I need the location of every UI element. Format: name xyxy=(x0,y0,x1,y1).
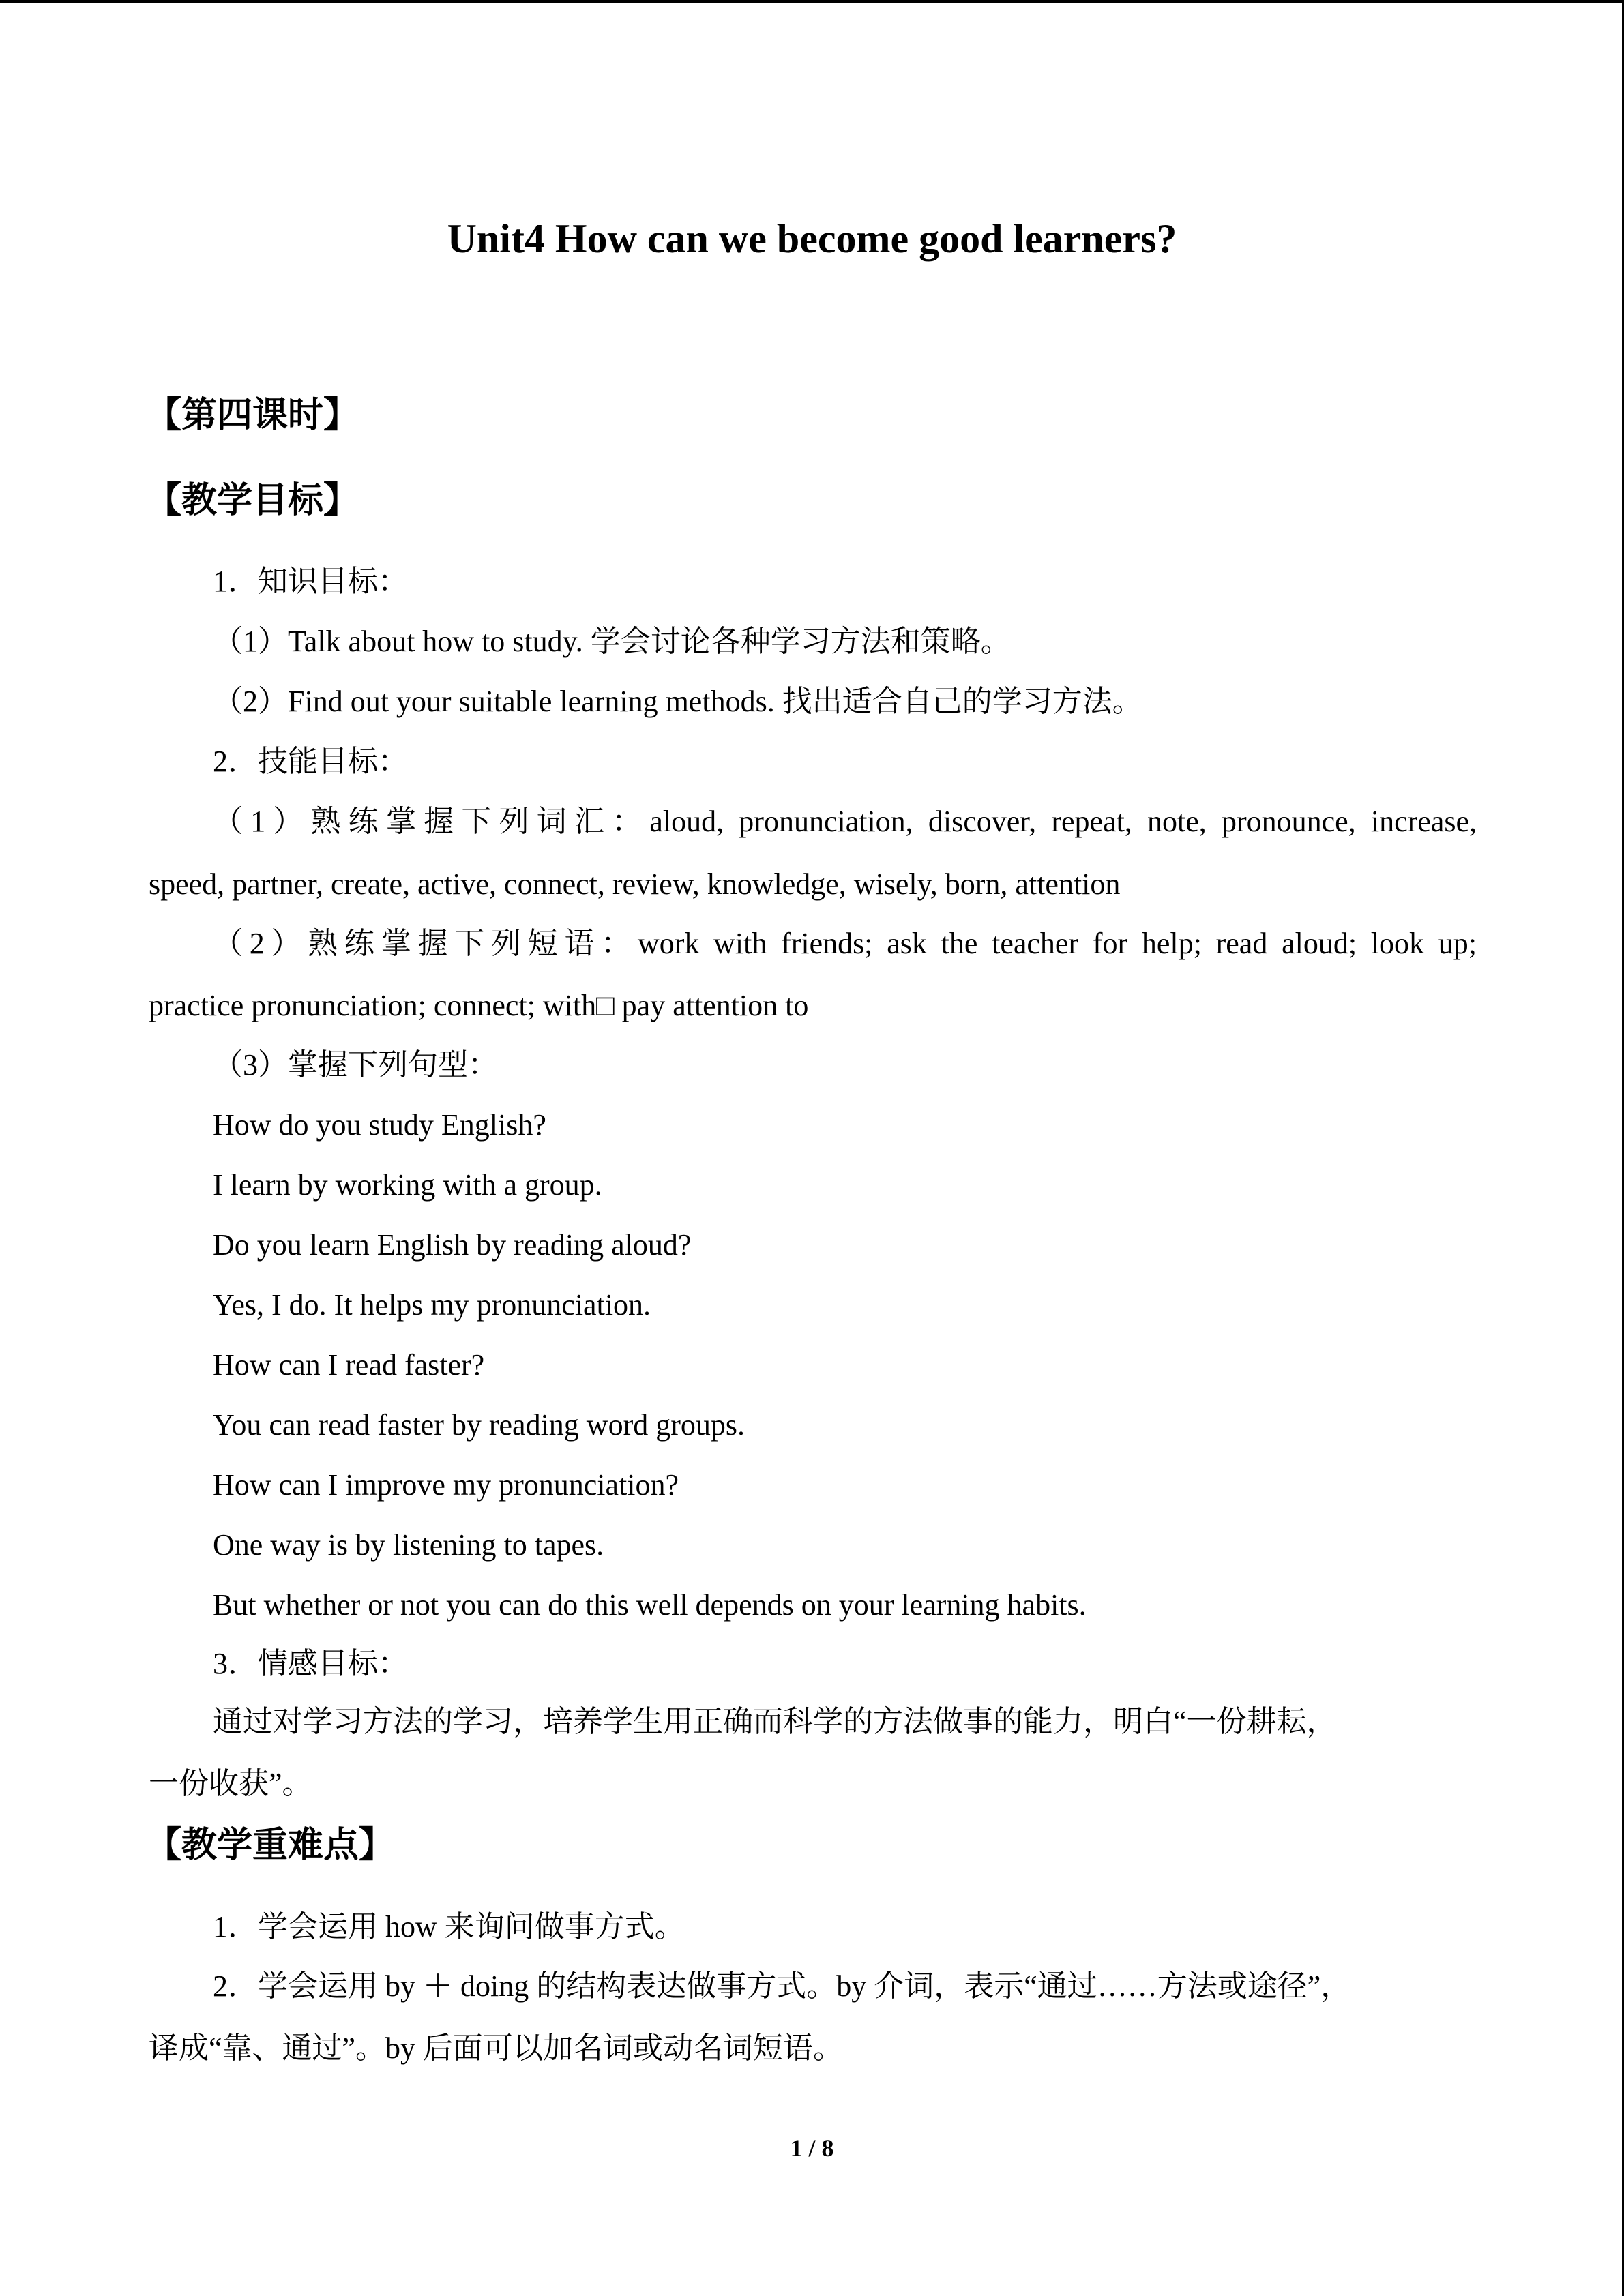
emotion-text-line2: 一份收获”。 xyxy=(149,1767,312,1800)
emotion-text-line1: 通过对学习方法的学习，培养学生用正确而科学的方法做事的能力，明白“一份耕耘， xyxy=(213,1705,1337,1738)
sentence-2: I learn by working with a group. xyxy=(213,1168,602,1202)
emotion-goal-label: 3．情感目标： xyxy=(213,1647,408,1680)
lesson-heading: 【第四课时】 xyxy=(146,396,359,435)
knowledge-item-1: （1）Talk about how to study. 学会讨论各种学习方法和策略。 xyxy=(213,625,1011,658)
key-points-heading: 【教学重难点】 xyxy=(146,1826,395,1865)
skill-item-2-line2: practice pronunciation; connect; with□ pay attention to xyxy=(149,989,809,1022)
skill-item-3: （3）掌握下列句型： xyxy=(213,1048,498,1082)
skill-goal-label: 2．技能目标： xyxy=(213,745,408,778)
sentence-4: Yes, I do. It helps my pronunciation. xyxy=(213,1288,651,1322)
sentence-3: Do you learn English by reading aloud? xyxy=(213,1228,692,1262)
sentence-7: How can I improve my pronunciation? xyxy=(213,1468,679,1502)
sentence-9: But whether or not you can do this well depends on your learning habits. xyxy=(213,1588,1087,1622)
key-point-2-line1: 2．学会运用 by ＋ doing 的结构表达做事方式。by 介词，表示“通过……方法或途径”， xyxy=(213,1969,1351,2003)
document-title: Unit4 How can we become good learners? xyxy=(447,216,1177,261)
sentence-1: How do you study English? xyxy=(213,1108,546,1142)
page-number: 1 / 8 xyxy=(790,2134,834,2162)
sentence-5: How can I read faster? xyxy=(213,1348,485,1382)
key-point-2-line2: 译成“靠、通过”。by 后面可以加名词或动名词短语。 xyxy=(149,2031,844,2065)
knowledge-goal-label: 1．知识目标： xyxy=(213,565,408,598)
skill-item-1-line1: （1）熟练掌握下列词汇：aloud, pronunciation, discover, repeat, note, pronounce, increase, xyxy=(213,805,1477,838)
key-point-1: 1．学会运用 how 来询问做事方式。 xyxy=(213,1910,685,1943)
skill-item-1-line2: speed, partner, create, active, connect, review, knowledge, wisely, born, attention xyxy=(149,867,1121,901)
objectives-heading: 【教学目标】 xyxy=(146,481,359,520)
knowledge-item-2: （2）Find out your suitable learning methods. 找出适合自己的学习方法。 xyxy=(213,685,1142,718)
skill-item-2-line1: （2）熟练掌握下列短语：work with friends; ask the teacher for help; read aloud; look up; xyxy=(213,927,1477,960)
sentence-8: One way is by listening to tapes. xyxy=(213,1528,604,1562)
page-top-border xyxy=(0,0,1624,3)
sentence-6: You can read faster by reading word groups. xyxy=(213,1408,745,1442)
